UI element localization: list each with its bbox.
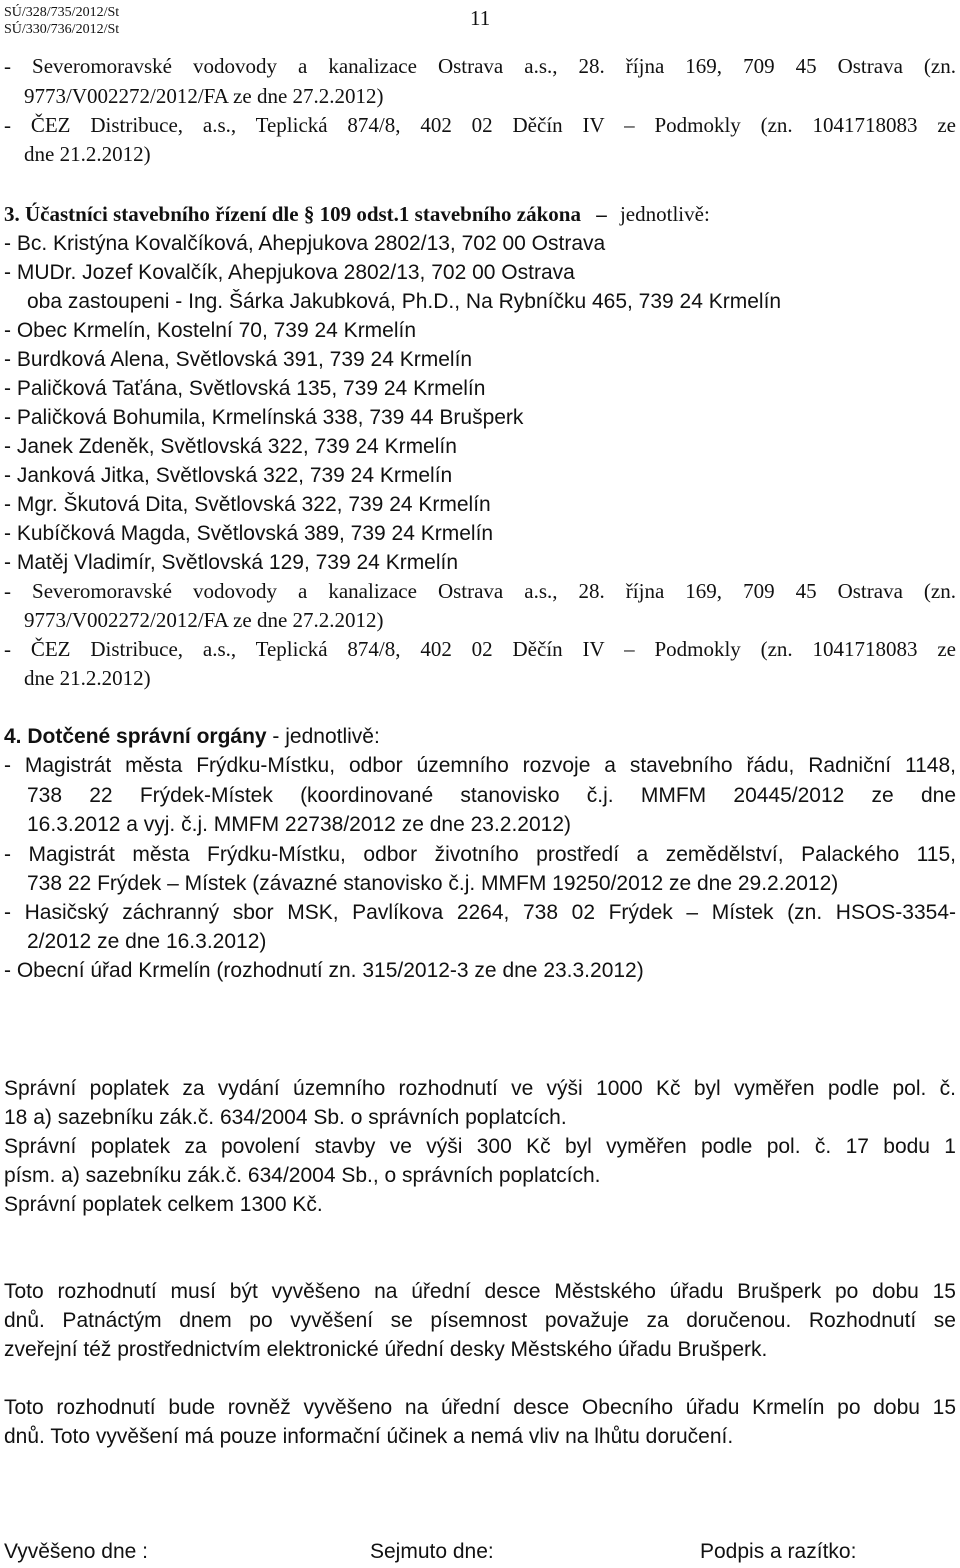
authority-item-continuation: 738 22 Frýdek – Místek (závazné stanovisko č.j. MMFM 19250/2012 ze dne 29.2.2012)	[27, 872, 839, 895]
notice-paragraph-line: dnů. Patnáctým dnem po vyvěšení se písemnost považuje za doručenou. Rozhodnutí se	[4, 1309, 956, 1332]
list-item: - Bc. Kristýna Kovalčíková, Ahepjukova 2802/13, 702 00 Ostrava	[4, 232, 606, 255]
list-item: - Mgr. Škutová Dita, Světlovská 322, 739 24 Krmelín	[4, 493, 491, 516]
list-item-continuation: dne 21.2.2012)	[24, 142, 151, 166]
list-item: - Burdková Alena, Světlovská 391, 739 24 Krmelín	[4, 348, 473, 371]
authority-item-continuation: 738 22 Frýdek-Místek (koordinované stanovisko č.j. MMFM 20445/2012 ze dne	[27, 784, 956, 807]
reference-number-2: SÚ/330/736/2012/St	[4, 22, 120, 37]
list-item: - Janková Jitka, Světlovská 322, 739 24 Krmelín	[4, 464, 453, 487]
list-item: - Paličková Bohumila, Krmelínská 338, 739 44 Brušperk	[4, 406, 524, 429]
list-item-continuation: dne 21.2.2012)	[24, 666, 151, 690]
posted-date-label: Vyvěšeno dne :	[4, 1540, 148, 1563]
list-item: - Severomoravské vodovody a kanalizace Ostrava a.s., 28. října 169, 709 45 Ostrava (zn.	[4, 579, 956, 603]
section-3-dash: –	[596, 202, 607, 226]
notice-paragraph-line: Toto rozhodnutí bude rovněž vyvěšeno na úřední desce Obecního úřadu Krmelín po dobu 15	[4, 1396, 956, 1419]
authority-item: - Obecní úřad Krmelín (rozhodnutí zn. 315/2012-3 ze dne 23.3.2012)	[4, 959, 644, 982]
section-4-subtitle: - jednotlivě:	[266, 725, 380, 748]
fee-paragraph-line: Správní poplatek za povolení stavby ve výši 300 Kč byl vyměřen podle pol. č. 17 bodu 1	[4, 1135, 956, 1158]
section-3-heading	[4, 200, 956, 229]
list-item: - Matěj Vladimír, Světlovská 129, 739 24 Krmelín	[4, 551, 459, 574]
authority-item: - Magistrát města Frýdku-Místku, odbor životního prostředí a zemědělství, Palackého 115,	[4, 843, 956, 866]
authority-item-continuation: 16.3.2012 a vyj. č.j. MMFM 22738/2012 ze dne 23.2.2012)	[27, 813, 572, 836]
section-3-subtitle: jednotlivě:	[619, 202, 710, 226]
list-item-continuation: 9773/V002272/2012/FA ze dne 27.2.2012)	[24, 84, 384, 108]
section-4-title: 4. Dotčené správní orgány	[4, 725, 267, 748]
list-item: - MUDr. Jozef Kovalčík, Ahepjukova 2802/13, 702 00 Ostrava	[4, 261, 575, 284]
list-item: - Severomoravské vodovody a kanalizace Ostrava a.s., 28. října 169, 709 45 Ostrava (zn.	[4, 54, 956, 78]
list-item: - Obec Krmelín, Kostelní 70, 739 24 Krmelín	[4, 319, 417, 342]
authority-item-continuation: 2/2012 ze dne 16.3.2012)	[27, 930, 267, 953]
reference-number-1: SÚ/328/735/2012/St	[4, 5, 120, 20]
fee-paragraph-line: 18 a) sazebníku zák.č. 634/2004 Sb. o správních poplatcích.	[4, 1106, 567, 1129]
reference-numbers	[4, 4, 119, 38]
section-3-title: 3. Účastníci stavebního řízení dle § 109 odst.1 stavebního zákona	[4, 202, 581, 226]
list-item: - Janek Zdeněk, Světlovská 322, 739 24 Krmelín	[4, 435, 457, 458]
fee-paragraph-line: písm. a) sazebníku zák.č. 634/2004 Sb., o správních poplatcích.	[4, 1164, 601, 1187]
notice-paragraph-line: Toto rozhodnutí musí být vyvěšeno na úřední desce Městského úřadu Brušperk po dobu 15	[4, 1280, 956, 1303]
notice-paragraph-line: dnů. Toto vyvěšení má pouze informační účinek a nemá vliv na lhůtu doručení.	[4, 1425, 734, 1448]
list-item-continuation: 9773/V002272/2012/FA ze dne 27.2.2012)	[24, 608, 384, 632]
page-number: 11	[470, 6, 491, 30]
fee-total: Správní poplatek celkem 1300 Kč.	[4, 1193, 323, 1216]
removed-date-label: Sejmuto dne:	[370, 1540, 494, 1563]
fee-paragraph-line: Správní poplatek za vydání územního rozhodnutí ve výši 1000 Kč byl vyměřen podle pol. č.	[4, 1077, 956, 1100]
list-item: - Paličková Taťána, Světlovská 135, 739 24 Krmelín	[4, 377, 486, 400]
authority-item: - Magistrát města Frýdku-Místku, odbor územního rozvoje a stavebního řádu, Radniční 1148,	[4, 754, 956, 777]
list-item: - Kubíčková Magda, Světlovská 389, 739 24 Krmelín	[4, 522, 494, 545]
list-item: - ČEZ Distribuce, a.s., Teplická 874/8, 402 02 Děčín IV – Podmokly (zn. 1041718083 ze	[4, 113, 956, 137]
notice-paragraph-line: zveřejní též prostřednictvím elektronické úřední desky Městského úřadu Brušperk.	[4, 1338, 768, 1361]
list-item: - ČEZ Distribuce, a.s., Teplická 874/8, 402 02 Děčín IV – Podmokly (zn. 1041718083 ze	[4, 637, 956, 661]
section-4-heading	[4, 722, 956, 751]
signature-label: Podpis a razítko:	[700, 1540, 857, 1563]
list-item-continuation: oba zastoupeni - Ing. Šárka Jakubková, Ph.D., Na Rybníčku 465, 739 24 Krmelín	[27, 290, 782, 313]
authority-item: - Hasičský záchranný sbor MSK, Pavlíkova 2264, 738 02 Frýdek – Místek (zn. HSOS-3354-	[4, 901, 956, 924]
